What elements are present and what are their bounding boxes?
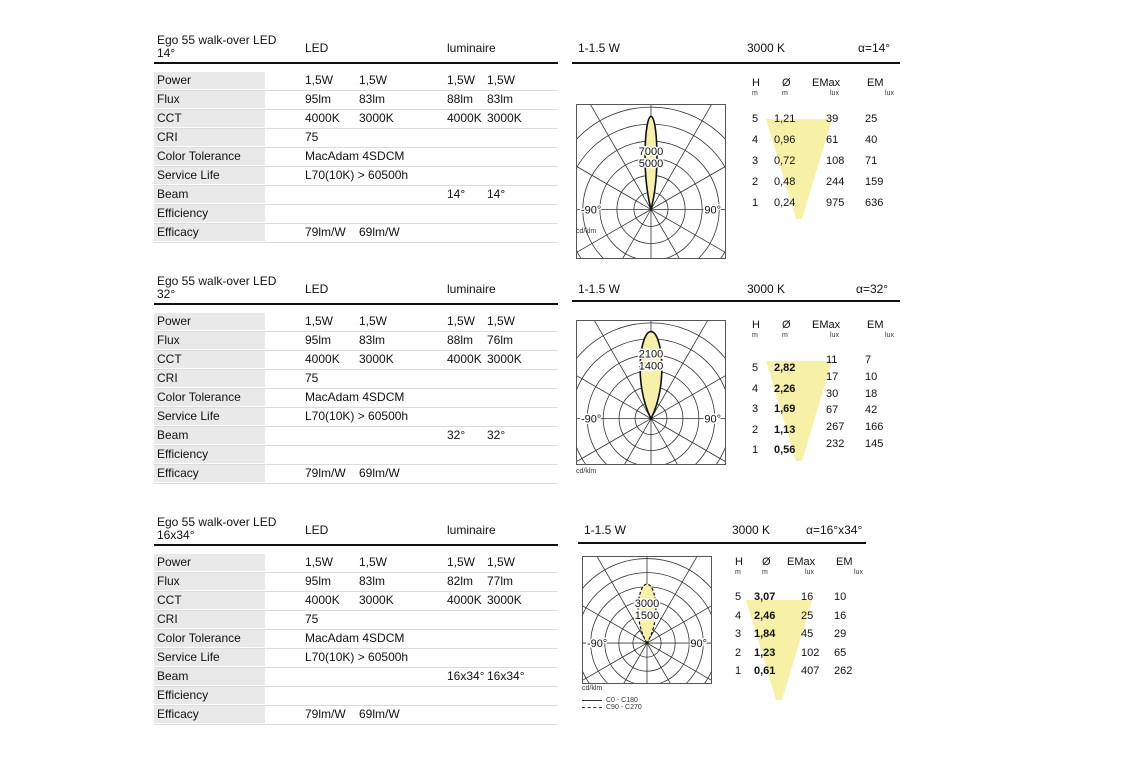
header-rule <box>154 62 558 64</box>
spec-label: Flux <box>154 91 265 108</box>
photometric-em: 262 <box>834 665 853 677</box>
angle-label-right: 90° <box>690 638 707 651</box>
spec-row <box>154 167 558 186</box>
spec-row <box>154 573 558 592</box>
photometric-col-unit: m <box>752 332 758 339</box>
polar-scale-value: 5000 <box>638 158 664 171</box>
polar-scale-value: 1500 <box>634 610 660 623</box>
photometric-em: 10 <box>865 370 878 383</box>
spec-label: Color Tolerance <box>154 389 265 406</box>
beam-angle: α=32° <box>856 282 889 296</box>
photometric-h: 4 <box>752 382 759 395</box>
spec-value: 4000K <box>447 111 482 125</box>
photometric-em: 16 <box>834 609 847 622</box>
photometric-col-header: Ø <box>762 556 771 568</box>
spec-value: 3000K <box>487 352 522 366</box>
product-name-line2: 14° <box>157 46 176 60</box>
spec-row <box>154 687 558 706</box>
photometric-d: 2,82 <box>774 362 796 374</box>
spec-value: 79lm/W <box>305 466 346 480</box>
photometric-col-header: EM <box>867 319 884 331</box>
spec-table <box>154 554 558 725</box>
spec-value: 88lm <box>447 92 474 106</box>
photometric-emax: 11 <box>826 354 838 366</box>
spec-value: 1,5W <box>305 555 334 569</box>
spec-label: CCT <box>154 592 265 609</box>
spec-value: 4000K <box>447 352 482 366</box>
spec-value: 83lm <box>359 333 386 347</box>
power-range: 1-1.5 W <box>578 41 621 55</box>
photometric-header-rule <box>572 300 900 302</box>
product-name <box>157 516 297 542</box>
spec-row <box>154 668 558 687</box>
photometric-col-header: EM <box>867 77 884 89</box>
product-name-line2: 32° <box>157 287 176 301</box>
spec-value: 1,5W <box>359 73 388 87</box>
photometric-emax: 108 <box>826 155 845 167</box>
photometric-header-rule <box>578 542 866 544</box>
spec-value: 4000K <box>305 593 340 607</box>
polar-scale-value: 3000 <box>634 598 660 611</box>
led-column-header: LED <box>305 282 329 296</box>
spec-value: 32° <box>487 428 506 442</box>
angle-label-left: -90° <box>581 204 602 217</box>
photometric-col-unit: m <box>735 569 741 576</box>
spec-label: Service Life <box>154 649 265 666</box>
product-section <box>0 516 1130 757</box>
photometric-d: 2,26 <box>774 382 796 395</box>
spec-value: 1,5W <box>359 314 388 328</box>
spec-row <box>154 313 558 332</box>
photometric-col-header: EM <box>836 556 853 568</box>
spec-value: 83lm <box>359 574 386 588</box>
angle-label-right: 90° <box>704 413 721 426</box>
product-name <box>157 275 297 301</box>
color-temperature: 3000 K <box>747 282 786 296</box>
spec-value: 1,5W <box>447 314 476 328</box>
spec-value: 32° <box>447 428 466 442</box>
curve-legend <box>582 697 642 711</box>
photometric-emax: 267 <box>826 421 845 434</box>
photometric-em: 145 <box>865 438 884 450</box>
luminaire-column-header: luminaire <box>447 41 496 55</box>
spec-label: CCT <box>154 351 265 368</box>
spec-value: 3000K <box>359 352 394 366</box>
product-section <box>0 275 1130 516</box>
spec-value: 95lm <box>305 333 332 347</box>
spec-label: Beam <box>154 427 265 444</box>
beam-angle: α=16°x34° <box>806 523 863 537</box>
photometric-emax: 102 <box>801 646 820 659</box>
spec-value: MacAdam 4SDCM <box>305 631 405 645</box>
luminaire-column-header: luminaire <box>447 282 496 296</box>
photometric-h: 4 <box>752 134 759 146</box>
spec-label: Service Life <box>154 167 265 184</box>
photometric-col-header: H <box>752 77 760 89</box>
spec-value: 1,5W <box>447 555 476 569</box>
color-temperature: 3000 K <box>732 523 771 537</box>
product-name-line1: Ego 55 walk-over LED <box>157 33 277 47</box>
spec-value: 69lm/W <box>359 707 400 721</box>
polar-diagram <box>582 556 712 684</box>
spec-row <box>154 129 558 148</box>
polar-diagram <box>576 320 726 465</box>
photometric-em: 7 <box>865 354 872 366</box>
spec-value: L70(10K) > 60500h <box>305 650 409 664</box>
spec-row <box>154 592 558 611</box>
spec-row <box>154 370 558 389</box>
photometric-col-unit: lux <box>830 90 839 97</box>
photometric-col-header: EMax <box>787 556 816 568</box>
spec-value: 16x34° <box>487 669 525 683</box>
unit-label: cd/klm <box>582 685 603 692</box>
photometric-col-header: EMax <box>812 77 841 89</box>
polar-scale-value: 7000 <box>638 146 664 159</box>
photometric-d: 1,23 <box>754 646 776 659</box>
photometric-h: 5 <box>752 113 759 125</box>
spec-row <box>154 649 558 668</box>
photometric-d: 0,96 <box>774 134 796 146</box>
spec-label: Efficiency <box>154 205 265 222</box>
polar-scale-value: 1400 <box>638 360 664 373</box>
spec-label: Efficacy <box>154 224 265 241</box>
spec-value: 88lm <box>447 333 474 347</box>
spec-label: Efficacy <box>154 706 265 723</box>
photometric-h: 3 <box>752 403 759 415</box>
spec-row <box>154 389 558 408</box>
photometric-emax: 975 <box>826 197 845 209</box>
polar-diagram <box>576 104 726 259</box>
spec-value: 1,5W <box>359 555 388 569</box>
photometric-h: 5 <box>735 591 742 603</box>
spec-value: 83lm <box>359 92 386 106</box>
spec-row <box>154 91 558 110</box>
photometric-d: 1,13 <box>774 423 796 436</box>
spec-label: Service Life <box>154 408 265 425</box>
spec-label: Beam <box>154 668 265 685</box>
photometric-col-unit: lux <box>854 569 863 576</box>
spec-value: 69lm/W <box>359 466 400 480</box>
spec-value: 95lm <box>305 574 332 588</box>
photometric-em: 71 <box>865 155 878 167</box>
unit-label: cd/klm <box>576 468 597 475</box>
product-name-line1: Ego 55 walk-over LED <box>157 274 277 288</box>
photometric-col-unit: m <box>782 332 788 339</box>
photometric-h: 2 <box>752 423 759 436</box>
spec-label: Color Tolerance <box>154 148 265 165</box>
photometric-h: 2 <box>752 176 759 188</box>
photometric-h: 1 <box>752 197 759 209</box>
photometric-d: 2,46 <box>754 609 776 622</box>
photometric-emax: 25 <box>801 609 814 622</box>
spec-value: MacAdam 4SDCM <box>305 390 405 404</box>
spec-row <box>154 205 558 224</box>
spec-label: Efficiency <box>154 687 265 704</box>
spec-label: Efficacy <box>154 465 265 482</box>
spec-value: 95lm <box>305 92 332 106</box>
spec-value: 1,5W <box>487 73 516 87</box>
product-name-line1: Ego 55 walk-over LED <box>157 515 277 529</box>
photometric-d: 0,48 <box>774 176 796 188</box>
spec-value: 83lm <box>487 92 514 106</box>
photometric-col-header: H <box>752 319 760 331</box>
spec-row <box>154 110 558 129</box>
spec-row <box>154 186 558 205</box>
photometric-emax: 39 <box>826 113 839 125</box>
spec-row <box>154 630 558 649</box>
product-name <box>157 34 297 60</box>
photometric-h: 4 <box>735 609 742 622</box>
photometric-h: 5 <box>752 362 759 374</box>
spec-label: Efficiency <box>154 446 265 463</box>
spec-value: 76lm <box>487 333 514 347</box>
spec-label: CRI <box>154 370 265 387</box>
spec-table <box>154 72 558 243</box>
spec-row <box>154 706 558 725</box>
spec-value: 1,5W <box>447 73 476 87</box>
spec-value: 1,5W <box>487 555 516 569</box>
spec-row <box>154 72 558 91</box>
photometric-d: 0,72 <box>774 155 796 167</box>
spec-label: Flux <box>154 573 265 590</box>
product-name-line2: 16x34° <box>157 528 195 542</box>
spec-value: 16x34° <box>447 669 485 683</box>
photometric-col-header: Ø <box>782 319 791 331</box>
photometric-h: 2 <box>735 646 742 659</box>
photometric-d: 1,84 <box>754 628 776 640</box>
photometric-emax: 16 <box>801 591 814 603</box>
photometric-d: 0,61 <box>754 665 776 677</box>
header-rule <box>154 303 558 305</box>
spec-value: 1,5W <box>305 314 334 328</box>
spec-label: Flux <box>154 332 265 349</box>
polar-scale-value: 2100 <box>638 348 664 361</box>
spec-row <box>154 224 558 243</box>
photometric-col-header: H <box>735 556 743 568</box>
photometric-em: 10 <box>834 591 847 603</box>
beam-angle: α=14° <box>858 41 891 55</box>
photometric-col-unit: lux <box>805 569 814 576</box>
spec-table <box>154 313 558 484</box>
photometric-col-unit: m <box>762 569 768 576</box>
unit-label: cd/klm <box>576 228 597 235</box>
photometric-col-unit: lux <box>885 90 894 97</box>
spec-value: L70(10K) > 60500h <box>305 168 409 182</box>
spec-value: 77lm <box>487 574 514 588</box>
spec-row <box>154 148 558 167</box>
spec-value: 1,5W <box>305 73 334 87</box>
photometric-emax: 30 <box>826 387 839 400</box>
photometric-h: 1 <box>752 444 759 456</box>
spec-label: CRI <box>154 129 265 146</box>
photometric-em: 636 <box>865 197 884 209</box>
photometric-emax: 407 <box>801 665 820 677</box>
photometric-d: 0,56 <box>774 444 796 456</box>
spec-value: 79lm/W <box>305 707 346 721</box>
photometric-emax: 67 <box>826 404 839 417</box>
spec-label: CRI <box>154 611 265 628</box>
photometric-em: 42 <box>865 404 878 417</box>
spec-value: 14° <box>447 187 466 201</box>
photometric-em: 166 <box>865 421 884 434</box>
spec-value: 75 <box>305 612 319 626</box>
photometric-em: 25 <box>865 113 878 125</box>
photometric-em: 40 <box>865 134 878 146</box>
led-column-header: LED <box>305 523 329 537</box>
photometric-header-rule <box>572 62 900 64</box>
power-range: 1-1.5 W <box>584 523 627 537</box>
photometric-col-unit: lux <box>885 332 894 339</box>
spec-row <box>154 446 558 465</box>
spec-value: 4000K <box>305 111 340 125</box>
legend-c0 <box>582 697 642 704</box>
spec-label: CCT <box>154 110 265 127</box>
spec-value: 3000K <box>359 111 394 125</box>
power-range: 1-1.5 W <box>578 282 621 296</box>
spec-row <box>154 427 558 446</box>
spec-value: 79lm/W <box>305 225 346 239</box>
photometric-col-unit: lux <box>830 332 839 339</box>
spec-label: Power <box>154 313 265 330</box>
spec-value: 69lm/W <box>359 225 400 239</box>
spec-value: L70(10K) > 60500h <box>305 409 409 423</box>
photometric-em: 159 <box>865 176 884 188</box>
photometric-d: 1,21 <box>774 113 796 125</box>
photometric-h: 3 <box>735 628 742 640</box>
angle-label-left: -90° <box>581 413 602 426</box>
photometric-emax: 244 <box>826 176 845 188</box>
photometric-d: 0,24 <box>774 197 796 209</box>
spec-value: 75 <box>305 371 319 385</box>
spec-row <box>154 408 558 427</box>
header-rule <box>154 544 558 546</box>
photometric-h: 3 <box>752 155 759 167</box>
photometric-col-unit: m <box>752 90 758 97</box>
photometric-emax: 45 <box>801 628 814 640</box>
spec-row <box>154 332 558 351</box>
legend-c90 <box>582 704 642 711</box>
photometric-h: 1 <box>735 665 742 677</box>
led-column-header: LED <box>305 41 329 55</box>
spec-label: Beam <box>154 186 265 203</box>
photometric-col-header: EMax <box>812 319 841 331</box>
legend-c90-label: C90 - C270 <box>606 704 642 711</box>
photometric-col-header: Ø <box>782 77 791 89</box>
spec-row <box>154 611 558 630</box>
spec-value: 14° <box>487 187 506 201</box>
spec-value: 1,5W <box>487 314 516 328</box>
photometric-d: 1,69 <box>774 403 796 415</box>
photometric-em: 65 <box>834 646 847 659</box>
photometric-em: 29 <box>834 628 847 640</box>
luminaire-column-header: luminaire <box>447 523 496 537</box>
photometric-col-unit: m <box>782 90 788 97</box>
color-temperature: 3000 K <box>747 41 786 55</box>
spec-label: Power <box>154 554 265 571</box>
spec-value: 4000K <box>447 593 482 607</box>
spec-value: 3000K <box>487 111 522 125</box>
photometric-emax: 232 <box>826 438 845 450</box>
photometric-emax: 61 <box>826 134 839 146</box>
product-section <box>0 34 1130 275</box>
spec-value: 4000K <box>305 352 340 366</box>
spec-row <box>154 554 558 573</box>
angle-label-right: 90° <box>704 204 721 217</box>
legend-c0-label: C0 - C180 <box>606 697 638 704</box>
spec-value: 75 <box>305 130 319 144</box>
photometric-emax: 17 <box>826 370 839 383</box>
spec-label: Power <box>154 72 265 89</box>
spec-value: 3000K <box>487 593 522 607</box>
spec-value: MacAdam 4SDCM <box>305 149 405 163</box>
angle-label-left: -90° <box>587 638 608 651</box>
spec-row <box>154 351 558 370</box>
photometric-d: 3,07 <box>754 591 776 603</box>
spec-row <box>154 465 558 484</box>
spec-value: 82lm <box>447 574 474 588</box>
spec-label: Color Tolerance <box>154 630 265 647</box>
photometric-em: 18 <box>865 387 878 400</box>
spec-value: 3000K <box>359 593 394 607</box>
